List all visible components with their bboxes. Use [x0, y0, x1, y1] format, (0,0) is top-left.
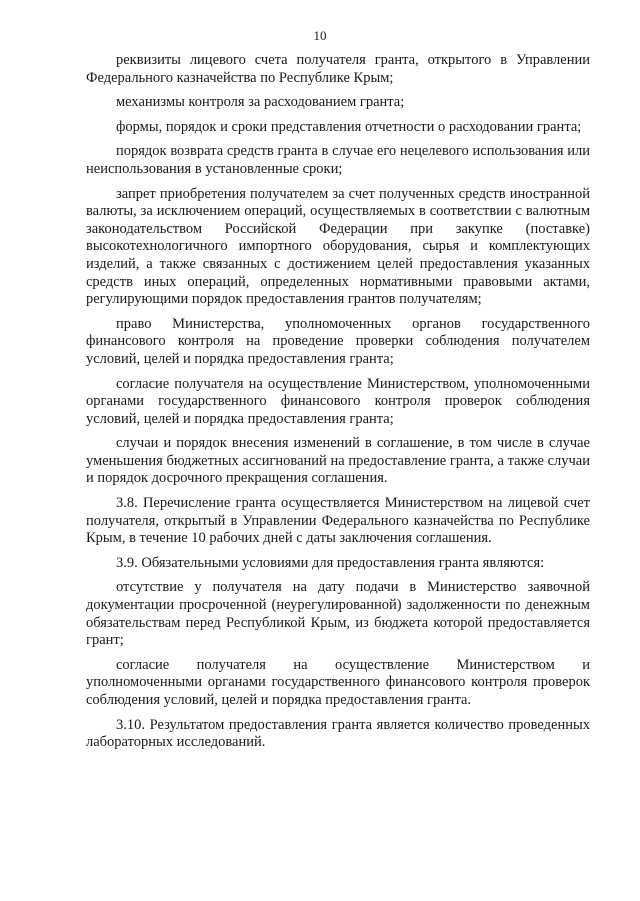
- paragraph-3-9-conditions: 3.9. Обязательными условиями для предоставления гранта являются:: [116, 554, 545, 571]
- paragraph-no-debt: отсутствие у получателя на дату подачи в Министерство заявочной документации просроченной (неурегулированной) задолженности по денежным обязательствам перед Республикой Крым, из бюджета которой предоставляется грант;: [86, 579, 590, 649]
- document-body: [86, 52, 590, 759]
- paragraph-amendment-cases: случаи и порядок внесения изменений в соглашение, в том числе в случае уменьшения бюджетных ассигнований на предоставление гранта, а также случаи и порядок досрочного прекращения соглашения.: [86, 435, 590, 487]
- page-number: 10: [313, 28, 327, 43]
- paragraph-currency-ban: запрет приобретения получателем за счет полученных средств иностранной валюты, за исключением операций, осуществляемых в соответствии с валютным законодательством Российской Федерации при закупке (поставке) высокотехнологичного импортного оборудования, сырья и комплектующих изделий, а также связанных с достижением целей предоставления указанных средств иных операций, определенных нормативными правовыми актами, регулирующими порядок предоставления грантов получателям;: [86, 185, 590, 308]
- paragraph-control-mechanisms: механизмы контроля за расходованием гранта;: [116, 94, 405, 111]
- paragraph-account-details: реквизиты лицевого счета получателя гранта, открытого в Управлении Федерального казначейства по Республике Крым;: [86, 52, 590, 86]
- paragraph-refund-procedure: порядок возврата средств гранта в случае его нецелевого использования или неиспользования в установленные сроки;: [86, 143, 590, 177]
- paragraph-consent-control: согласие получателя на осуществление Министерством и уполномоченными органами государственного финансового контроля проверок соблюдения условий, целей и порядка предоставления гранта.: [86, 656, 590, 708]
- paragraph-ministry-right: право Министерства, уполномоченных органов государственного финансового контроля на проведение проверки соблюдения получателем условий, целей и порядка предоставления гранта;: [86, 315, 590, 367]
- paragraph-reporting-forms: формы, порядок и сроки представления отчетности о расходовании гранта;: [116, 118, 582, 135]
- paragraph-3-8-transfer: 3.8. Перечисление гранта осуществляется Министерством на лицевой счет получателя, открытый в Управлении Федерального казначейства по Республике Крым, в течение 10 рабочих дней с даты заключения соглашения.: [86, 495, 590, 547]
- paragraph-consent-inspection: согласие получателя на осуществление Министерством, уполномоченными органами государственного финансового контроля проверок соблюдения условий, целей и порядка предоставления гранта;: [86, 375, 590, 427]
- paragraph-3-10-result: 3.10. Результатом предоставления гранта является количество проведенных лабораторных исследований.: [86, 716, 590, 751]
